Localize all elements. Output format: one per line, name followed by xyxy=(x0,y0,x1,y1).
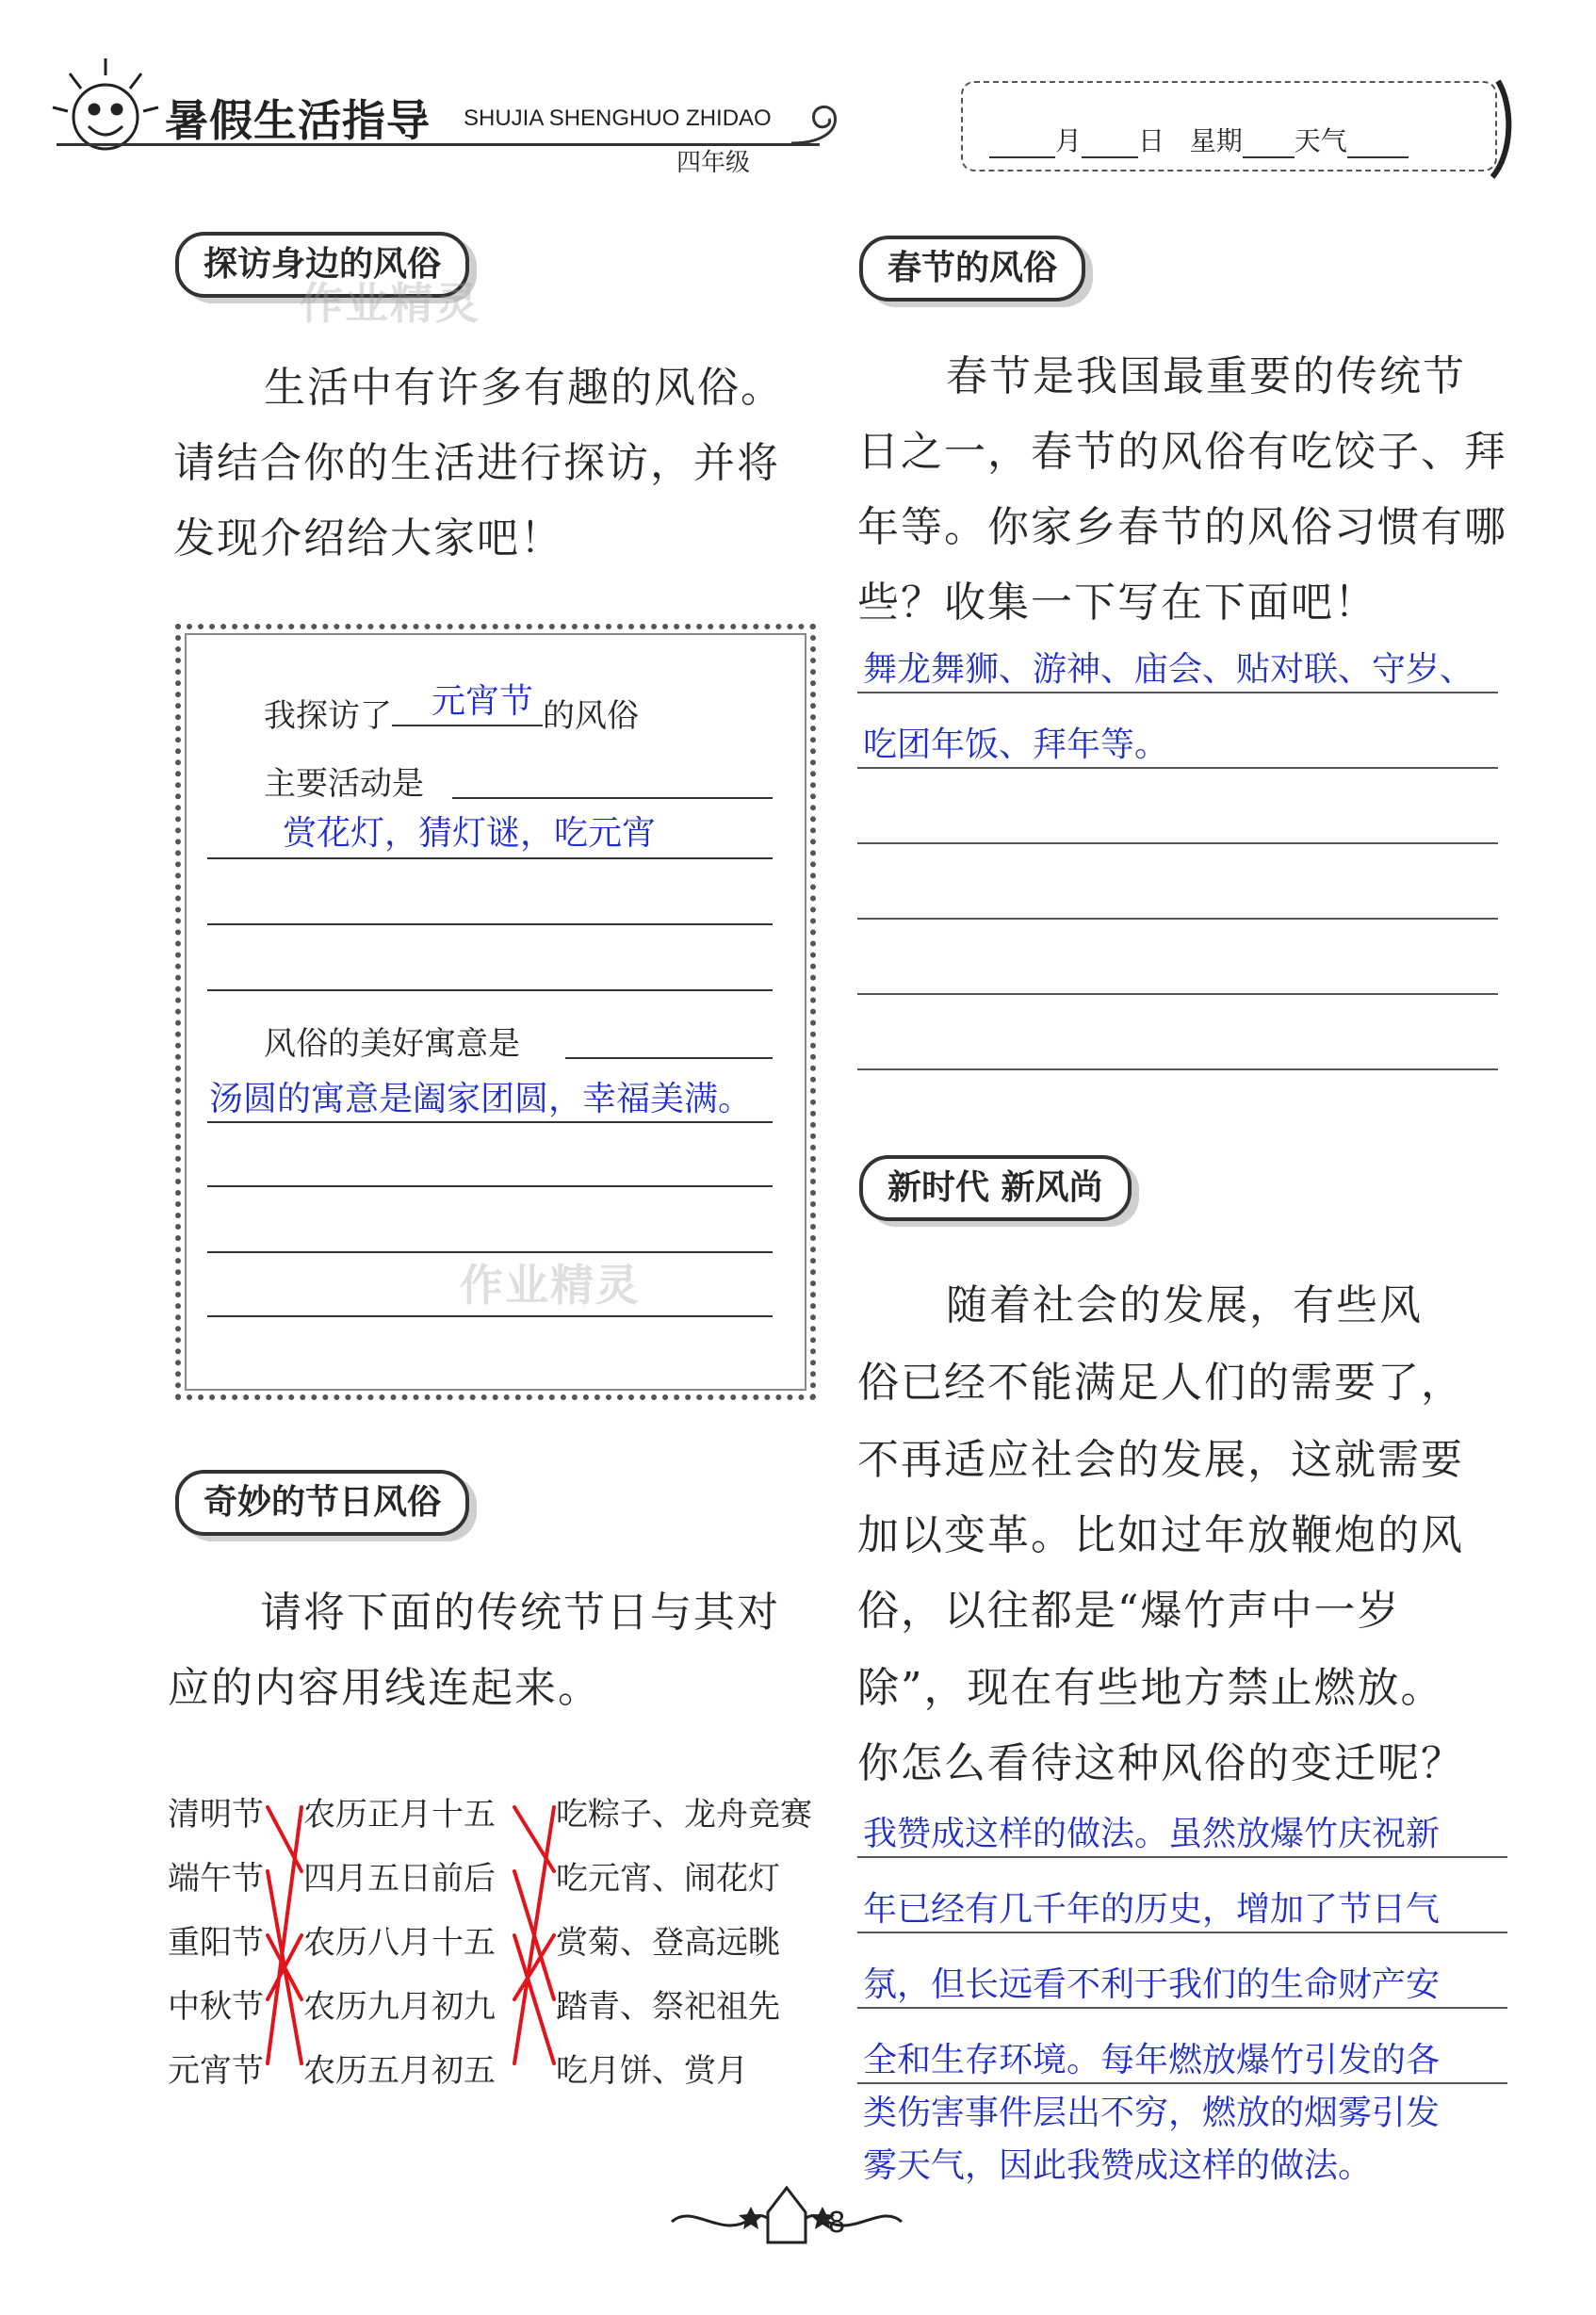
custom-2: 赏菊、登高远眺 xyxy=(556,1924,780,1962)
activities-line-0 xyxy=(452,797,773,799)
watermark-1: 作业精灵 xyxy=(300,278,480,329)
newera-rule-1 xyxy=(857,1856,1507,1858)
link-festival-date-4 xyxy=(268,1807,301,2063)
brand-pinyin: SHUJIA SHENGHUO ZHIDAO xyxy=(464,106,772,131)
custom-0: 吃粽子、龙舟竞赛 xyxy=(556,1796,812,1834)
section-title-festival-customs: 奇妙的节日风俗 xyxy=(175,1470,469,1536)
brand-title: 暑假生活指导 xyxy=(165,95,431,146)
section2-intro-line-2: 应的内容用线连起来。 xyxy=(168,1664,601,1712)
newera-answer-line-4: 全和生存环境。每年燃放爆竹引发的各 xyxy=(863,2041,1441,2079)
meaning-line-4 xyxy=(207,1315,773,1317)
date-box-curl-icon xyxy=(1479,77,1517,181)
spring-answer-line-1: 舞龙舞狮、游神、庙会、贴对联、守岁、 xyxy=(863,650,1474,689)
section1-intro-line-1: 生活中有许多有趣的风俗。 xyxy=(264,364,784,412)
festival-4: 元宵节 xyxy=(168,2052,264,2090)
date-month-label: 月 xyxy=(1055,125,1083,156)
section1-intro-line-2: 请结合你的生活进行探访，并将 xyxy=(173,439,780,487)
custom-4: 吃月饼、赏月 xyxy=(556,2052,748,2090)
page-number-ornament-icon xyxy=(664,2184,909,2256)
activities-answer: 赏花灯，猜灯谜，吃元宵 xyxy=(283,814,657,853)
section-title-visit-customs: 探访身边的风俗 xyxy=(175,232,469,298)
meaning-answer: 汤圆的寓意是阖家团圆，幸福美满。 xyxy=(209,1080,753,1118)
newera-answer-line-2: 年已经有几千年的历史，增加了节日气 xyxy=(863,1890,1441,1929)
section4-intro-line-1: 随着社会的发展，有些风 xyxy=(946,1281,1423,1329)
spring-rule-4 xyxy=(857,918,1498,920)
meaning-line-0 xyxy=(565,1057,773,1059)
festival-2: 重阳节 xyxy=(168,1924,264,1962)
spring-rule-1 xyxy=(857,692,1498,693)
link-festival-date-2 xyxy=(268,1935,301,1999)
section4-intro-line-6: 除”，现在有些地方禁止燃放。 xyxy=(857,1664,1444,1712)
newera-rule-4 xyxy=(857,2082,1507,2084)
section3-intro-line-3: 年等。你家乡春节的风俗习惯有哪 xyxy=(857,503,1507,551)
visited-label-post: 的风俗 xyxy=(543,697,639,735)
swirl-ornament-icon xyxy=(782,94,857,170)
spring-answer-line-2: 吃团年饭、拜年等。 xyxy=(863,725,1169,764)
section4-intro-line-5: 俗，以往都是“爆竹声中一岁 xyxy=(857,1587,1401,1635)
date-0: 农历正月十五 xyxy=(303,1796,496,1834)
activities-line-2 xyxy=(207,923,773,925)
date-4: 农历五月初五 xyxy=(303,2052,496,2090)
section3-intro-line-4: 些？收集一下写在下面吧！ xyxy=(857,579,1377,627)
link-date-custom-4 xyxy=(514,1807,554,2063)
grade-label: 四年级 xyxy=(676,149,751,177)
activities-label: 主要活动是 xyxy=(264,765,424,803)
link-date-custom-1 xyxy=(514,1871,554,1999)
visited-label-pre: 我探访了 xyxy=(264,697,392,735)
newera-answer-line-1: 我赞成这样的做法。虽然放爆竹庆祝新 xyxy=(863,1815,1441,1853)
meaning-line-2 xyxy=(207,1185,773,1187)
activities-line-1 xyxy=(207,857,773,859)
newera-rule-2 xyxy=(857,1932,1507,1933)
section4-intro-line-4: 加以变革。比如过年放鞭炮的风 xyxy=(857,1511,1464,1559)
festival-0: 清明节 xyxy=(168,1796,264,1834)
meaning-line-1 xyxy=(207,1121,773,1123)
section4-intro-line-2: 俗已经不能满足人们的需要了， xyxy=(857,1359,1464,1407)
sun-mascot-icon xyxy=(49,55,162,168)
date-line xyxy=(989,121,1409,158)
date-weather-label: 天气 xyxy=(1294,125,1347,156)
date-day-label: 日 xyxy=(1138,125,1165,156)
newera-answer-line-6: 雾天气，因此我赞成这样的做法。 xyxy=(863,2146,1373,2185)
spring-rule-2 xyxy=(857,767,1498,769)
page-number: 8 xyxy=(827,2207,846,2240)
section2-intro-line-1: 请将下面的传统节日与其对 xyxy=(260,1589,780,1637)
link-date-custom-3 xyxy=(514,1935,554,1999)
link-festival-date-0 xyxy=(268,1807,301,1871)
link-festival-date-3 xyxy=(268,1935,301,1999)
section-title-new-era: 新时代 新风尚 xyxy=(859,1155,1132,1221)
link-festival-date-1 xyxy=(268,1871,301,2063)
section-title-spring-festival: 春节的风俗 xyxy=(859,236,1085,302)
custom-3: 踏青、祭祀祖先 xyxy=(556,1988,780,2026)
date-week-label: 星期 xyxy=(1189,125,1243,156)
section4-intro-line-3: 不再适应社会的发展，这就需要 xyxy=(857,1436,1464,1484)
link-date-custom-2 xyxy=(514,1935,554,2063)
spring-rule-3 xyxy=(857,842,1498,844)
section4-intro-line-7: 你怎么看待这种风俗的变迁呢？ xyxy=(857,1739,1464,1787)
custom-1: 吃元宵、闹花灯 xyxy=(556,1860,780,1898)
link-date-custom-0 xyxy=(514,1807,554,1871)
spring-rule-6 xyxy=(857,1068,1498,1070)
activities-line-3 xyxy=(207,989,773,991)
meaning-label: 风俗的美好寓意是 xyxy=(264,1025,520,1063)
festival-3: 中秋节 xyxy=(168,1988,264,2026)
newera-answer-line-3: 氛，但长远看不利于我们的生命财产安 xyxy=(863,1965,1441,2004)
visited-answer: 元宵节 xyxy=(432,682,534,721)
watermark-2: 作业精灵 xyxy=(460,1260,641,1311)
section3-intro-line-2: 日之一，春节的风俗有吃饺子、拜 xyxy=(857,428,1507,476)
newera-rule-3 xyxy=(857,2007,1507,2009)
date-1: 四月五日前后 xyxy=(303,1860,496,1898)
date-2: 农历八月十五 xyxy=(303,1924,496,1962)
date-3: 农历九月初九 xyxy=(303,1988,496,2026)
newera-answer-line-5: 类伤害事件层出不穷，燃放的烟雾引发 xyxy=(863,2094,1441,2132)
festival-1: 端午节 xyxy=(168,1860,264,1898)
spring-rule-5 xyxy=(857,993,1498,995)
section1-intro-line-3: 发现介绍给大家吧！ xyxy=(173,514,563,562)
section3-intro-line-1: 春节是我国最重要的传统节 xyxy=(946,352,1466,400)
